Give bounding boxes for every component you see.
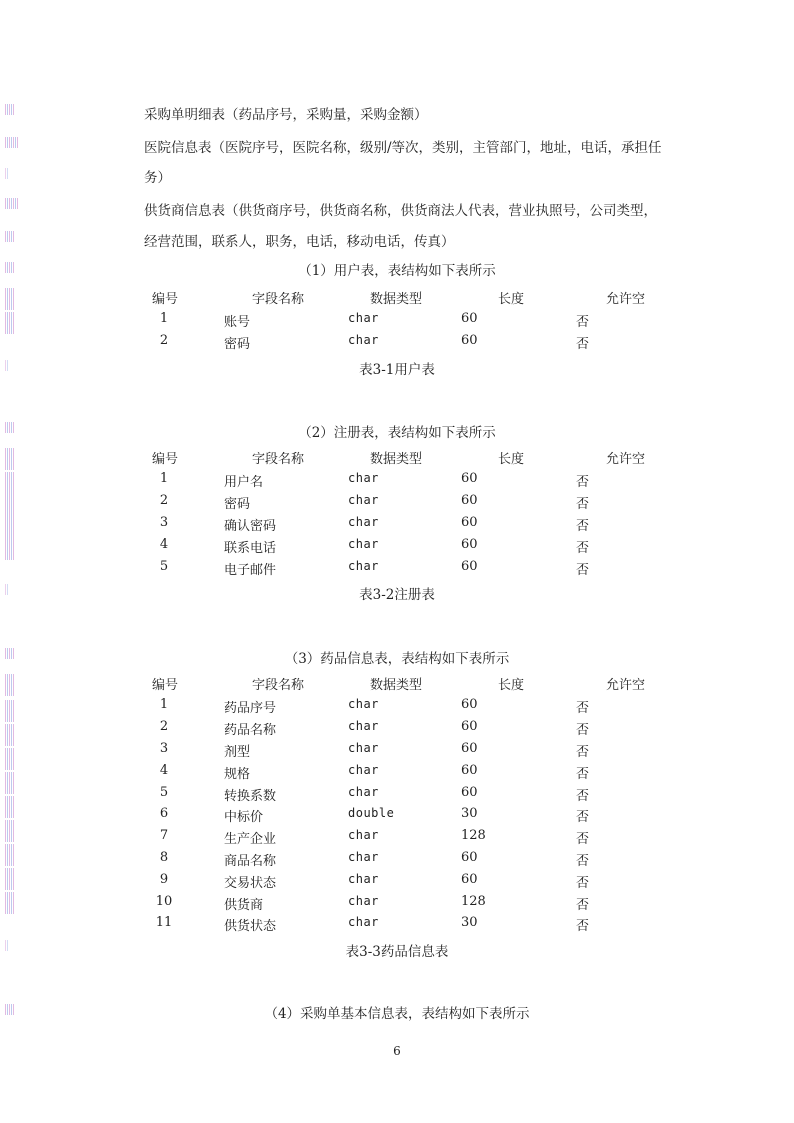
intro-line: 采购单明细表（药品序号，采购量，采购金额） (144, 107, 428, 123)
cell-type: char (348, 785, 379, 799)
cell-name: 商品名称 (224, 854, 277, 869)
revision-mark (5, 168, 8, 179)
table-row (0, 894, 794, 916)
revision-mark (5, 137, 19, 148)
header-no: 编号 (152, 678, 179, 693)
revision-mark (5, 231, 14, 242)
table-row (0, 493, 794, 515)
cell-type: char (348, 493, 379, 507)
table-intro: （2）注册表，表结构如下表所示 (298, 425, 496, 441)
cell-length: 128 (461, 828, 486, 843)
table-row (0, 515, 794, 537)
cell-name: 药品序号 (224, 701, 277, 716)
cell-name: 供货状态 (224, 919, 277, 934)
cell-length: 60 (461, 515, 478, 530)
cell-nullable: 否 (576, 919, 590, 934)
table-row (0, 471, 794, 493)
cell-no: 2 (159, 719, 169, 734)
cell-nullable: 否 (576, 876, 590, 891)
cell-name: 药品名称 (224, 723, 277, 738)
table-row (0, 333, 794, 355)
cell-length: 60 (461, 311, 478, 326)
intro-line: 经营范围，联系人，职务，电话，移动电话，传真） (144, 234, 455, 250)
cell-type: double (348, 806, 395, 820)
cell-name: 确认密码 (224, 519, 277, 534)
header-no: 编号 (152, 292, 179, 307)
cell-name: 转换系数 (224, 789, 277, 804)
header-field-name: 字段名称 (252, 292, 305, 307)
cell-length: 60 (461, 559, 478, 574)
cell-name: 规格 (224, 767, 251, 782)
cell-nullable: 否 (576, 898, 590, 913)
cell-type: char (348, 719, 379, 733)
cell-name: 电子邮件 (224, 563, 277, 578)
header-no: 编号 (152, 452, 179, 467)
cell-nullable: 否 (576, 701, 590, 716)
intro-line: 供货商信息表（供货商序号，供货商名称，供货商法人代表，营业执照号，公司类型， (144, 203, 657, 219)
table-caption: 表3-3药品信息表 (345, 944, 449, 960)
cell-no: 7 (159, 828, 169, 843)
cell-type: char (348, 741, 379, 755)
table-row (0, 850, 794, 872)
table-row (0, 537, 794, 559)
cell-nullable: 否 (576, 723, 590, 738)
cell-no: 1 (159, 471, 169, 486)
header-nullable: 允许空 (606, 678, 646, 693)
cell-name: 用户名 (224, 475, 264, 490)
cell-name: 交易状态 (224, 876, 277, 891)
cell-type: char (348, 471, 379, 485)
cell-no: 9 (159, 872, 169, 887)
table-row (0, 559, 794, 581)
header-field-name: 字段名称 (252, 452, 305, 467)
cell-name: 密码 (224, 337, 251, 352)
cell-type: char (348, 537, 379, 551)
cell-nullable: 否 (576, 315, 590, 330)
cell-length: 60 (461, 333, 478, 348)
cell-nullable: 否 (576, 475, 590, 490)
cell-type: char (348, 311, 379, 325)
table-row (0, 806, 794, 828)
cell-type: char (348, 697, 379, 711)
cell-no: 3 (159, 741, 169, 756)
table-intro: （3）药品信息表，表结构如下表所示 (284, 651, 510, 667)
cell-no: 4 (159, 763, 169, 778)
cell-nullable: 否 (576, 563, 590, 578)
cell-type: char (348, 850, 379, 864)
table-row (0, 915, 794, 937)
cell-nullable: 否 (576, 767, 590, 782)
table-row (0, 828, 794, 850)
cell-nullable: 否 (576, 854, 590, 869)
cell-name: 剂型 (224, 745, 251, 760)
table-row (0, 719, 794, 741)
table-header (0, 448, 794, 470)
cell-no: 10 (155, 894, 173, 909)
cell-nullable: 否 (576, 810, 590, 825)
cell-no: 1 (159, 697, 169, 712)
cell-no: 2 (159, 333, 169, 348)
revision-mark (5, 104, 14, 115)
cell-length: 60 (461, 763, 478, 778)
table-intro: （4）采购单基本信息表，表结构如下表所示 (264, 1006, 530, 1022)
cell-nullable: 否 (576, 789, 590, 804)
cell-no: 11 (155, 915, 173, 930)
cell-no: 4 (159, 537, 169, 552)
cell-name: 中标价 (224, 810, 264, 825)
cell-name: 生产企业 (224, 832, 277, 847)
cell-length: 60 (461, 471, 478, 486)
cell-length: 30 (461, 915, 478, 930)
cell-no: 2 (159, 493, 169, 508)
table-row (0, 697, 794, 719)
cell-no: 8 (159, 850, 169, 865)
table-intro: （1）用户表，表结构如下表所示 (298, 263, 496, 279)
table-row (0, 741, 794, 763)
table-caption: 表3-1用户表 (359, 362, 435, 378)
table-row (0, 763, 794, 785)
cell-nullable: 否 (576, 832, 590, 847)
cell-name: 账号 (224, 315, 251, 330)
revision-mark (5, 198, 19, 209)
cell-no: 3 (159, 515, 169, 530)
cell-nullable: 否 (576, 745, 590, 760)
cell-length: 60 (461, 537, 478, 552)
cell-length: 60 (461, 493, 478, 508)
header-data-type: 数据类型 (370, 452, 423, 467)
cell-name: 密码 (224, 497, 251, 512)
header-field-name: 字段名称 (252, 678, 305, 693)
intro-line: 医院信息表（医院序号，医院名称，级别/等次，类别，主管部门，地址，电话，承担任 (144, 140, 662, 156)
cell-length: 60 (461, 697, 478, 712)
header-nullable: 允许空 (606, 452, 646, 467)
header-length: 长度 (498, 452, 525, 467)
cell-length: 128 (461, 894, 486, 909)
header-length: 长度 (498, 292, 525, 307)
cell-nullable: 否 (576, 337, 590, 352)
cell-no: 5 (159, 559, 169, 574)
cell-no: 5 (159, 785, 169, 800)
cell-type: char (348, 515, 379, 529)
page-number: 6 (393, 1044, 401, 1058)
table-caption: 表3-2注册表 (359, 587, 435, 603)
cell-type: char (348, 559, 379, 573)
table-header (0, 288, 794, 310)
cell-length: 30 (461, 806, 478, 821)
cell-name: 联系电话 (224, 541, 277, 556)
cell-type: char (348, 333, 379, 347)
header-data-type: 数据类型 (370, 292, 423, 307)
cell-type: char (348, 828, 379, 842)
header-data-type: 数据类型 (370, 678, 423, 693)
cell-length: 60 (461, 741, 478, 756)
table-row (0, 872, 794, 894)
cell-type: char (348, 915, 379, 929)
cell-length: 60 (461, 872, 478, 887)
cell-type: char (348, 894, 379, 908)
cell-nullable: 否 (576, 541, 590, 556)
cell-nullable: 否 (576, 497, 590, 512)
table-header (0, 674, 794, 696)
header-length: 长度 (498, 678, 525, 693)
table-row (0, 785, 794, 807)
header-nullable: 允许空 (606, 292, 646, 307)
cell-length: 60 (461, 719, 478, 734)
cell-nullable: 否 (576, 519, 590, 534)
cell-no: 6 (159, 806, 169, 821)
cell-type: char (348, 872, 379, 886)
table-row (0, 311, 794, 333)
cell-no: 1 (159, 311, 169, 326)
cell-type: char (348, 763, 379, 777)
cell-length: 60 (461, 850, 478, 865)
cell-name: 供货商 (224, 898, 264, 913)
cell-length: 60 (461, 785, 478, 800)
intro-line: 务） (144, 170, 171, 186)
